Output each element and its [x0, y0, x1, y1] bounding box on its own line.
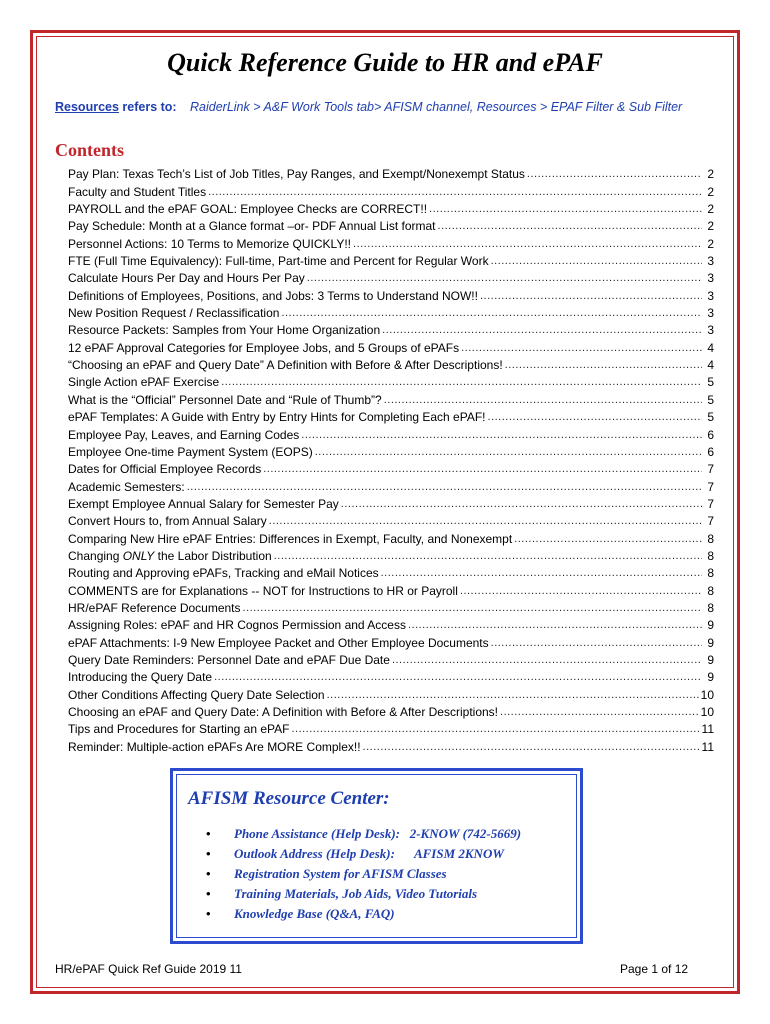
toc-dot-leader	[281, 306, 702, 320]
toc-entry[interactable]	[68, 580, 714, 597]
toc-entry-title[interactable]: Tips and Procedures for Starting an ePAF	[68, 722, 290, 737]
toc-dot-leader	[291, 722, 699, 736]
toc-page-number[interactable]: 4	[707, 340, 714, 355]
resource-center-item	[206, 904, 493, 924]
toc-dot-leader	[505, 358, 702, 372]
toc-dot-leader	[274, 549, 702, 563]
document-title: Quick Reference Guide to HR and ePAF	[167, 48, 603, 77]
footer-doc-id: HR/ePAF Quick Ref Guide 2019 11	[55, 962, 242, 976]
toc-dot-leader	[408, 618, 702, 632]
toc-dot-leader	[315, 445, 702, 459]
toc-entry[interactable]	[68, 598, 714, 615]
toc-entry-title[interactable]: Reminder: Multiple-action ePAFs Are MORE Complex!!	[68, 739, 361, 754]
toc-page-number[interactable]: 6	[707, 444, 714, 459]
resource-center-list	[206, 824, 522, 924]
resource-center-item-text: Outlook Address (Help Desk): AFISM 2KNOW	[234, 846, 504, 861]
toc-entry-title[interactable]: Resource Packets: Samples from Your Home Organization	[68, 323, 381, 338]
toc-entry-title[interactable]: Employee Pay, Leaves, and Earning Codes	[68, 427, 300, 442]
toc-entry[interactable]	[68, 268, 714, 285]
toc-entry-title[interactable]: Dates for Official Employee Records	[68, 462, 262, 477]
toc-entry-title-part: Changing	[68, 548, 123, 563]
toc-dot-leader	[488, 410, 702, 424]
resource-center-item	[206, 864, 493, 884]
resources-path: RaiderLink > A&F Work Tools tab> AFISM channel, Resources > EPAF Filter & Sub Filter	[190, 100, 683, 114]
toc-dot-leader	[491, 254, 702, 268]
toc-entry[interactable]	[68, 528, 714, 545]
toc-entry[interactable]	[68, 442, 714, 459]
toc-entry[interactable]	[68, 233, 714, 250]
toc-entry-title[interactable]: Exempt Employee Annual Salary for Semester Pay	[68, 496, 339, 511]
toc-entry-title[interactable]: Definitions of Employees, Positions, and Jobs: 3 Terms to Understand NOW!!	[68, 288, 478, 303]
toc-page-number[interactable]: 4	[707, 358, 714, 373]
toc-entry-title[interactable]: Choosing an ePAF and Query Date: A Definition with Before & After Descriptions!	[68, 705, 499, 719]
toc-entry-title[interactable]: Employee One-time Payment System (EOPS)	[68, 444, 313, 459]
toc-page-number[interactable]: 2	[707, 184, 714, 199]
resource-center-item	[206, 844, 504, 864]
toc-page-number[interactable]: 9	[707, 618, 714, 633]
toc-dot-leader	[491, 636, 702, 650]
toc-dot-leader	[382, 323, 702, 337]
toc-entry-title[interactable]: Academic Semesters:	[68, 479, 185, 494]
bullet-icon: •	[206, 826, 211, 841]
bullet-icon: •	[206, 866, 211, 881]
toc-page-number[interactable]: 5	[707, 392, 714, 407]
toc-page-number[interactable]: 11	[701, 739, 714, 754]
resources-line	[55, 100, 683, 114]
toc-entry-title[interactable]: Pay Plan: Texas Tech’s List of Job Titles, Pay Ranges, and Exempt/Nonexempt Status	[68, 167, 525, 182]
toc-page-number[interactable]: 7	[707, 479, 714, 494]
toc-page-number[interactable]: 2	[707, 202, 714, 217]
contents-heading: Contents	[55, 140, 125, 160]
toc-entry-title[interactable]: Comparing New Hire ePAF Entries: Differences in Exempt, Faculty, and Nonexempt	[68, 531, 513, 546]
toc-entry[interactable]	[68, 199, 714, 216]
toc-dot-leader	[301, 428, 702, 442]
toc-entry-title-emphasis: ONLY	[122, 548, 155, 563]
resource-center-item-text: Knowledge Base (Q&A, FAQ)	[234, 906, 395, 921]
toc-entry[interactable]	[68, 736, 714, 753]
toc-entry[interactable]	[68, 389, 714, 406]
toc-dot-leader	[221, 375, 702, 389]
toc-entry-title[interactable]: ePAF Attachments: I-9 New Employee Packet and Other Employee Documents	[68, 635, 489, 650]
toc-entry-title[interactable]: Pay Schedule: Month at a Glance format –or- PDF Annual List format	[68, 219, 436, 234]
toc-dot-leader	[381, 566, 702, 580]
resources-label-suffix: refers to:	[118, 100, 177, 114]
toc-entry[interactable]	[68, 320, 714, 337]
toc-page-number[interactable]: 5	[707, 375, 714, 390]
toc-page-number[interactable]: 2	[707, 236, 714, 251]
toc-dot-leader	[353, 237, 702, 251]
toc-entry-title[interactable]: Routing and Approving ePAFs, Tracking and eMail Notices	[68, 566, 379, 581]
resources-label[interactable]	[55, 100, 177, 114]
toc-entry-title[interactable]: Faculty and Student Titles	[68, 184, 207, 199]
resource-center-title: AFISM Resource Center:	[188, 788, 390, 809]
toc-entry-title[interactable]: Introducing the Query Date	[68, 670, 213, 685]
toc-entry[interactable]	[68, 702, 714, 719]
resource-center-item-text: Phone Assistance (Help Desk): 2-KNOW (742-5669)	[234, 826, 522, 841]
toc-dot-leader	[307, 271, 702, 285]
toc-entry-title[interactable]: ePAF Templates: A Guide with Entry by Entry Hints for Completing Each ePAF!	[68, 410, 486, 425]
toc-entry[interactable]	[68, 337, 714, 354]
toc-entry[interactable]	[68, 684, 714, 701]
toc-page-number[interactable]: 9	[707, 670, 714, 685]
toc-dot-leader	[214, 670, 702, 684]
toc-entry-title-part: the Labor Distribution	[154, 548, 272, 563]
toc-page-number[interactable]: 3	[707, 306, 714, 321]
toc-entry[interactable]	[68, 650, 714, 667]
toc-entry-title[interactable]: Assigning Roles: ePAF and HR Cognos Permission and Access	[68, 618, 406, 633]
toc-dot-leader	[480, 289, 702, 303]
toc-entry[interactable]	[68, 355, 714, 372]
toc-entry[interactable]	[68, 632, 714, 649]
toc-entry[interactable]	[68, 719, 714, 736]
toc-page-number[interactable]: 5	[707, 410, 714, 425]
toc-page-number[interactable]: 7	[707, 496, 714, 511]
toc-entry-title[interactable]: COMMENTS are for Explanations -- NOT for Instructions to HR or Payroll	[68, 583, 458, 598]
toc-dot-leader	[460, 584, 702, 598]
toc-entry-title[interactable]	[68, 549, 272, 563]
toc-page-number[interactable]: 3	[707, 254, 714, 269]
toc-dot-leader	[429, 202, 702, 216]
toc-dot-leader	[269, 514, 702, 528]
toc-page-number[interactable]: 9	[707, 652, 714, 667]
toc-dot-leader	[438, 219, 702, 233]
toc-entry-title[interactable]: “Choosing an ePAF and Query Date” A Definition with Before & After Descriptions!	[68, 358, 503, 373]
toc-entry[interactable]	[68, 546, 714, 563]
toc-entry-title[interactable]: PAYROLL and the ePAF GOAL: Employee Checks are CORRECT!!	[68, 202, 428, 217]
toc-entry[interactable]	[68, 372, 714, 389]
toc-dot-leader	[263, 462, 702, 476]
toc-page-number[interactable]: 2	[707, 219, 714, 234]
toc-dot-leader	[392, 653, 702, 667]
toc-entry[interactable]	[68, 563, 714, 580]
toc-entry-title[interactable]: Calculate Hours Per Day and Hours Per Pay	[68, 271, 305, 286]
resource-center-item-text: Training Materials, Job Aids, Video Tutorials	[234, 886, 478, 901]
toc-dot-leader	[327, 688, 699, 702]
toc-page-number[interactable]: 8	[707, 583, 714, 598]
toc-entry-title[interactable]: Other Conditions Affecting Query Date Selection	[68, 687, 325, 702]
toc-entry-title[interactable]: 12 ePAF Approval Categories for Employee Jobs, and 5 Groups of ePAFs	[68, 340, 460, 355]
toc-entry-title[interactable]: Personnel Actions: 10 Terms to Memorize QUICKLY!!	[68, 236, 352, 251]
bullet-icon: •	[206, 886, 211, 901]
toc-page-number[interactable]: 6	[707, 427, 714, 442]
toc-entry-title[interactable]: Convert Hours to, from Annual Salary	[68, 514, 267, 529]
toc-page-number[interactable]: 8	[707, 548, 714, 563]
toc-entry[interactable]	[68, 476, 714, 493]
toc-page-number[interactable]: 8	[707, 566, 714, 581]
bullet-icon: •	[206, 906, 211, 921]
toc-entry[interactable]	[68, 216, 714, 233]
toc-entry[interactable]	[68, 407, 714, 424]
toc-entry[interactable]	[68, 615, 714, 632]
toc-entry[interactable]	[68, 181, 714, 198]
toc-entry-title[interactable]: Single Action ePAF Exercise	[68, 375, 220, 390]
toc-page-number[interactable]: 8	[707, 600, 714, 615]
toc-page-number[interactable]: 3	[707, 271, 714, 286]
footer-page-number: Page 1 of 12	[620, 962, 689, 976]
toc-dot-leader	[187, 480, 702, 494]
toc-page-number[interactable]: 8	[707, 531, 714, 546]
toc-entry[interactable]	[68, 285, 714, 302]
table-of-contents	[68, 164, 714, 754]
toc-page-number[interactable]: 7	[707, 462, 714, 477]
toc-entry[interactable]	[68, 511, 714, 528]
toc-entry[interactable]	[68, 494, 714, 511]
toc-entry-title[interactable]: Query Date Reminders: Personnel Date and ePAF Due Date	[68, 652, 390, 667]
toc-entry-title[interactable]: New Position Request / Reclassification	[68, 306, 280, 321]
toc-entry[interactable]	[68, 424, 714, 441]
resource-center-item-text: Registration System for AFISM Classes	[234, 866, 447, 881]
toc-entry[interactable]	[68, 303, 714, 320]
toc-page-number[interactable]: 10	[700, 705, 714, 719]
resource-center-item	[206, 884, 493, 904]
toc-entry-title[interactable]: FTE (Full Time Equivalency): Full-time, Part-time and Percent for Regular Work	[68, 254, 489, 269]
resources-link[interactable]: Resources	[55, 100, 119, 114]
toc-entry[interactable]	[68, 459, 714, 476]
toc-dot-leader	[341, 497, 702, 511]
toc-dot-leader	[514, 532, 702, 546]
toc-entry[interactable]	[68, 251, 714, 268]
toc-page-number[interactable]: 11	[701, 722, 714, 737]
toc-dot-leader	[363, 740, 700, 754]
toc-entry[interactable]	[68, 667, 714, 684]
toc-dot-leader	[243, 601, 702, 615]
toc-dot-leader	[500, 705, 699, 719]
toc-entry[interactable]	[68, 164, 714, 181]
toc-entry-title[interactable]: HR/ePAF Reference Documents	[68, 600, 241, 615]
toc-page-number[interactable]: 9	[707, 635, 714, 650]
toc-dot-leader	[384, 393, 702, 407]
toc-page-number[interactable]: 7	[707, 514, 714, 529]
toc-page-number[interactable]: 3	[707, 323, 714, 338]
toc-dot-leader	[208, 185, 702, 199]
toc-page-number[interactable]: 3	[707, 288, 714, 303]
bullet-icon: •	[206, 846, 211, 861]
toc-page-number[interactable]: 10	[700, 687, 714, 702]
resource-center-item	[206, 824, 522, 844]
toc-dot-leader	[527, 167, 702, 181]
toc-entry-title[interactable]: What is the “Official” Personnel Date and “Rule of Thumb”?	[68, 392, 382, 407]
toc-dot-leader	[461, 341, 702, 355]
toc-page-number[interactable]: 2	[707, 167, 714, 182]
